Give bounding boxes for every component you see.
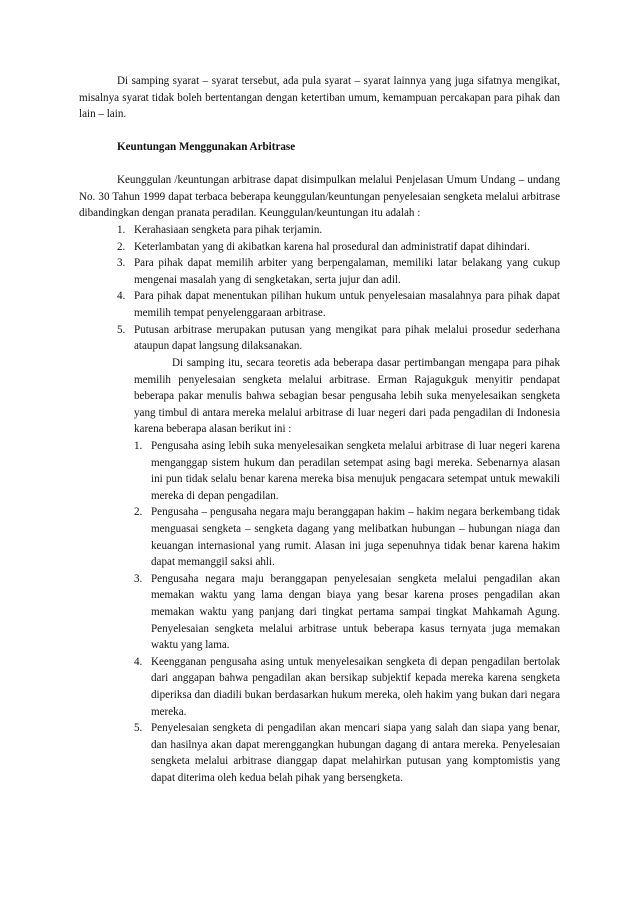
intro-paragraph: Di samping syarat – syarat tersebut, ada pula syarat – syarat lainnya yang juga sifatnya mengikat, misalnya syarat tidak boleh bertentangan dengan ketertiban umum, kemampuan percakapan para pihak dan lain – lain. (79, 75, 560, 121)
advantages-list (117, 222, 560, 355)
list-item: 4. Keengganan pengusaha asing untuk menyelesaikan sengketa di depan pengadilan bertolak dari anggapan bahwa pengadilan akan bersikap subjektif kepada mereka karena sengketa diperiksa dan diadili bukan berdasarkan hukum mereka, oleh hakim yang bukan dari negara mereka. (134, 655, 560, 718)
list-item: 3. Pengusaha negara maju beranggapan penyelesaian sengketa melalui pengadilan akan memakan waktu yang lama dengan biaya yang besar karena proses pengadilan akan memakan waktu yang panjang dari tingkat pertama sampai tingkat Mahkamah Agung. Penyelesaian sengketa melalui arbitrase untuk beberapa kasus ternyata juga memakan waktu yang lama. (134, 572, 560, 652)
section-paragraph: Keunggulan /keuntungan arbitrase dapat disimpulkan melalui Penjelasan Umum Undang – undang No. 30 Tahun 1999 dapat terbaca beberapa keunggulan/keuntungan penyelesaian sengketa melalui arbitrase dibandingkan dengan pranata peradilan. Keunggulan/keuntungan itu adalah : (79, 174, 560, 220)
list-item: 2. Pengusaha – pengusaha negara maju beranggapan hakim – hakim negara berkembang tidak menguasai sengketa – sengketa dagang yang melibatkan hubungan – hubungan niaga dan keuangan internasional yang rumit. Alasan ini juga sepenuhnya tidak benar karena hakim dapat memanggil saksi ahli. (134, 506, 560, 569)
list-item: 3. Para pihak dapat memilih arbiter yang berpengalaman, memiliki latar belakang yang cukup mengenai masalah yang di sengketakan, serta jujur dan adil. (117, 257, 560, 286)
theory-paragraph: Di samping itu, secara teoretis ada beberapa dasar pertimbangan mengapa para pihak memilih penyelesaian sengketa melalui arbitrase. Erman Rajagukguk menyitir pendapat beberapa pakar menulis bahwa sebagian besar pengusaha lebih suka menyelesaikan sengketa yang timbul di antara mereka melalui arbitrase di luar negeri dari pada pengadilan di Indonesia karena beberapa alasan berikut ini : (134, 357, 560, 436)
list-item: 1. Kerahasiaan sengketa para pihak terjamin. (117, 224, 323, 236)
reasons-list (134, 438, 560, 786)
list-item: 4. Para pihak dapat menentukan pilihan hukum untuk penyelesaian masalahnya para pihak dapat memilih tempat penyelenggaraan arbitrase. (117, 290, 560, 319)
list-item: 5. Penyelesaian sengketa di pengadilan akan mencari siapa yang salah dan siapa yang benar, dan hasilnya akan dapat merenggangkan hubungan dagang di antara mereka. Penyelesaian sengketa melalui arbitrase dianggap dapat melahirkan putusan yang komptomistis yang dapat diterima oleh kedua belah pihak yang bersengketa. (134, 722, 560, 784)
list-item: 2. Keterlambatan yang di akibatkan karena hal prosedural dan administratif dapat dihindari. (117, 240, 530, 253)
list-item: 1. Pengusaha asing lebih suka menyelesaikan sengketa melalui arbitrase di luar negeri karena menganggap sistem hukum dan peradilan setempat asing bagi mereka. Sebenarnya alasan ini pun tidak selalu benar karena mereka bisa menujuk pengacara setempat untuk mewakili mereka di depan pengadilan. (134, 440, 560, 502)
section-heading: Keuntungan Menggunakan Arbitrase (117, 141, 296, 153)
list-item: 5. Putusan arbitrase merupakan putusan yang mengikat para pihak melalui prosedur sederhana ataupun dapat langsung dilaksanakan. (117, 323, 560, 353)
